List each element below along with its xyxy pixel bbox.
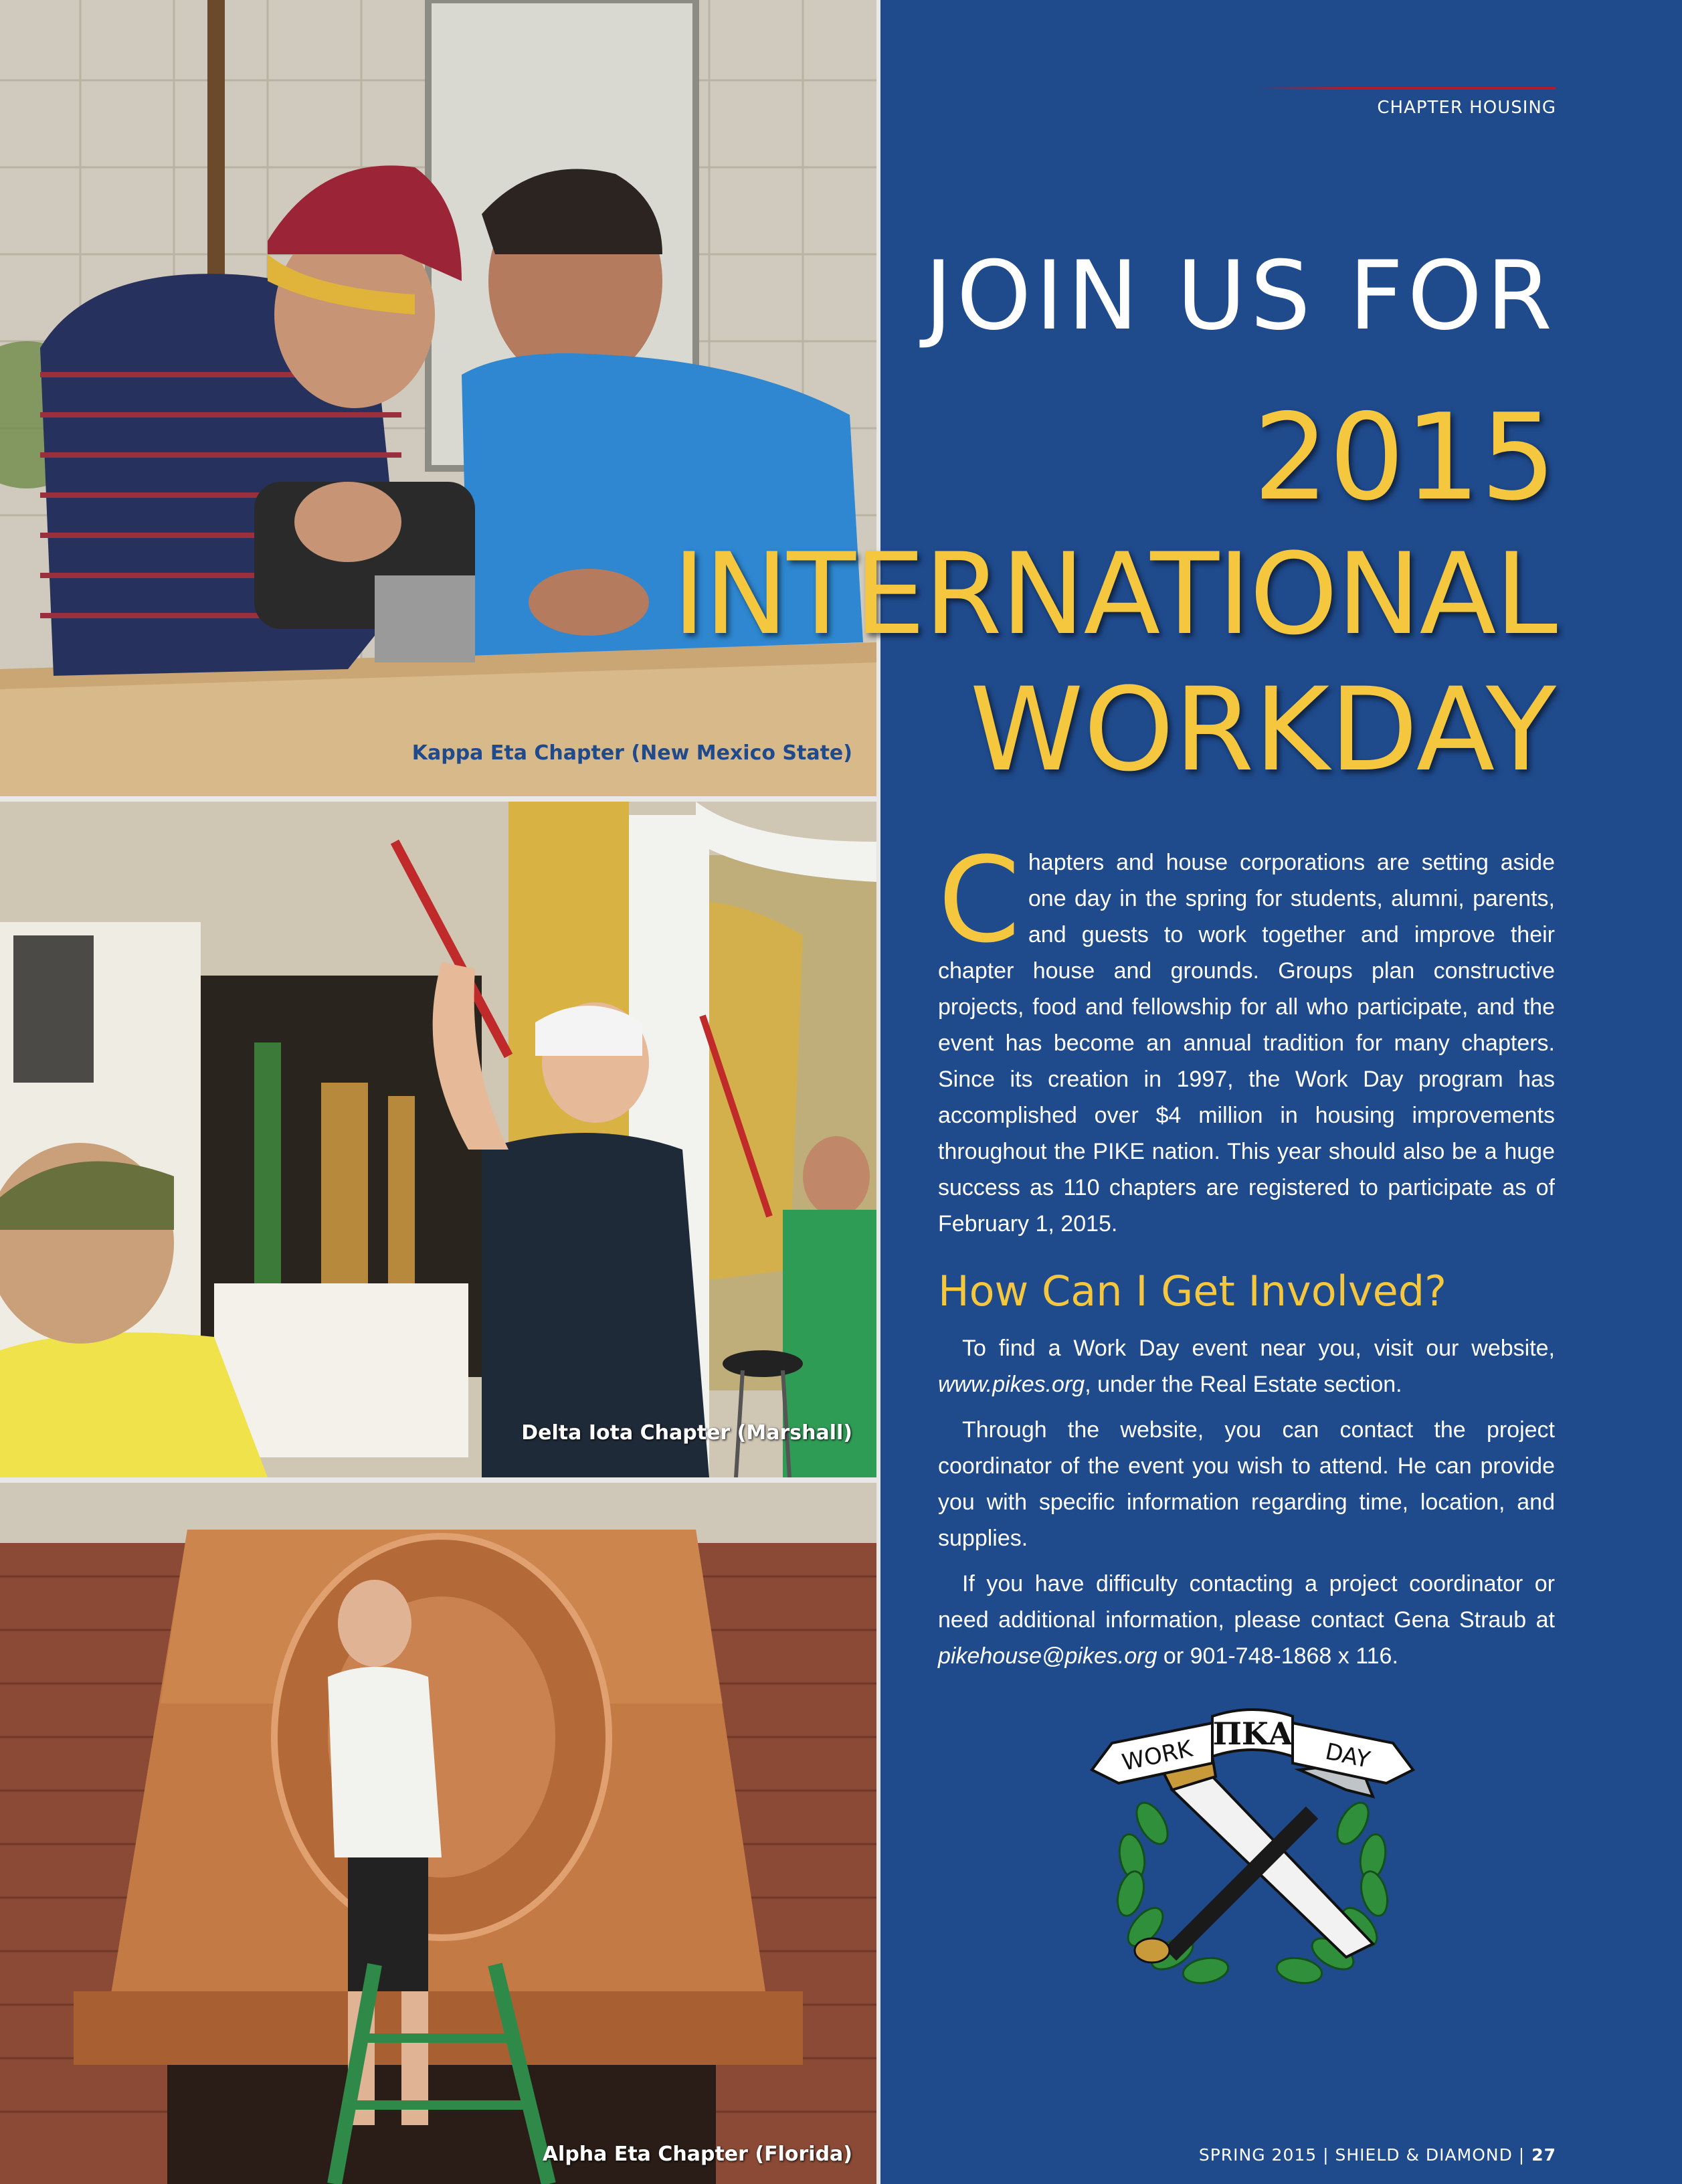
paragraph-contact [938,1566,1555,1674]
article-body [938,832,1555,1683]
intro-paragraph [938,832,1555,1242]
section-label: CHAPTER HOUSING [1377,98,1556,118]
paragraph-text: , under the Real Estate section. [1085,1372,1402,1397]
work-day-logo [1079,1690,1426,1997]
paragraph-text: or 901-748-1868 x 116. [1157,1643,1398,1669]
photo-caption: Kappa Eta Chapter (New Mexico State) [411,741,852,765]
paragraph-text: If you have difficulty contacting a project coordinator or need additional information, please contact Gena Straub at [938,1571,1555,1633]
page-footer [1199,2145,1556,2165]
title-line-4: WORKDAY [969,662,1556,797]
logo-day-text: DAY [1323,1738,1373,1774]
photo-caption: Alpha Eta Chapter (Florida) [542,2143,852,2166]
photo-alpha-eta-illustration [0,1483,876,2184]
photo-kappa-eta [0,0,876,796]
subheading: How Can I Get Involved? [938,1267,1446,1315]
photo-gap [0,796,876,802]
title-line-2: 2015 [1253,388,1556,527]
photo-gap [0,1477,876,1483]
drop-cap: C [938,832,1020,969]
logo-work-text: WORK [1119,1735,1195,1777]
website-link[interactable]: www.pikes.org [938,1372,1085,1397]
photo-delta-iota-illustration [0,802,876,1477]
column-divider [876,0,880,2184]
photo-alpha-eta [0,1483,876,2184]
photo-delta-iota [0,802,876,1477]
title-line-1: JOIN US FOR [924,241,1556,351]
paragraph-coordinator: Through the website, you can contact the project coordinator of the event you wish to attend. He can provide you with specific information regarding time, location, and supplies. [938,1417,1555,1551]
logo-greek-letters: ΠΚΑ [1212,1716,1293,1752]
paragraph-text: To find a Work Day event near you, visit our website, [962,1336,1555,1361]
header-rule [1258,87,1556,90]
intro-text: hapters and house corporations are setting aside one day in the spring for students, alumni, parents, and guests to work together and improve their chapter house and grounds. Groups plan constructive projects, food and fellowship for all who participate, and the event has become an annual tradition for many chapters. Since its creation in 1997, the Work Day program has accomplished over $4 million in housing improvements throughout the PIKE nation. This year should also be a huge success as 110 chapters are registered to participate as of February 1, 2015. [938,850,1555,1237]
photo-kappa-eta-illustration [0,0,876,796]
photo-caption: Delta Iota Chapter (Marshall) [521,1421,852,1445]
title-line-3: INTERNATIONAL [672,529,1556,660]
email-link[interactable]: pikehouse@pikes.org [938,1643,1157,1669]
page-number: 27 [1531,2145,1556,2165]
paragraph-website [938,1330,1555,1402]
footer-text: SPRING 2015 | SHIELD & DIAMOND | [1198,2145,1525,2165]
